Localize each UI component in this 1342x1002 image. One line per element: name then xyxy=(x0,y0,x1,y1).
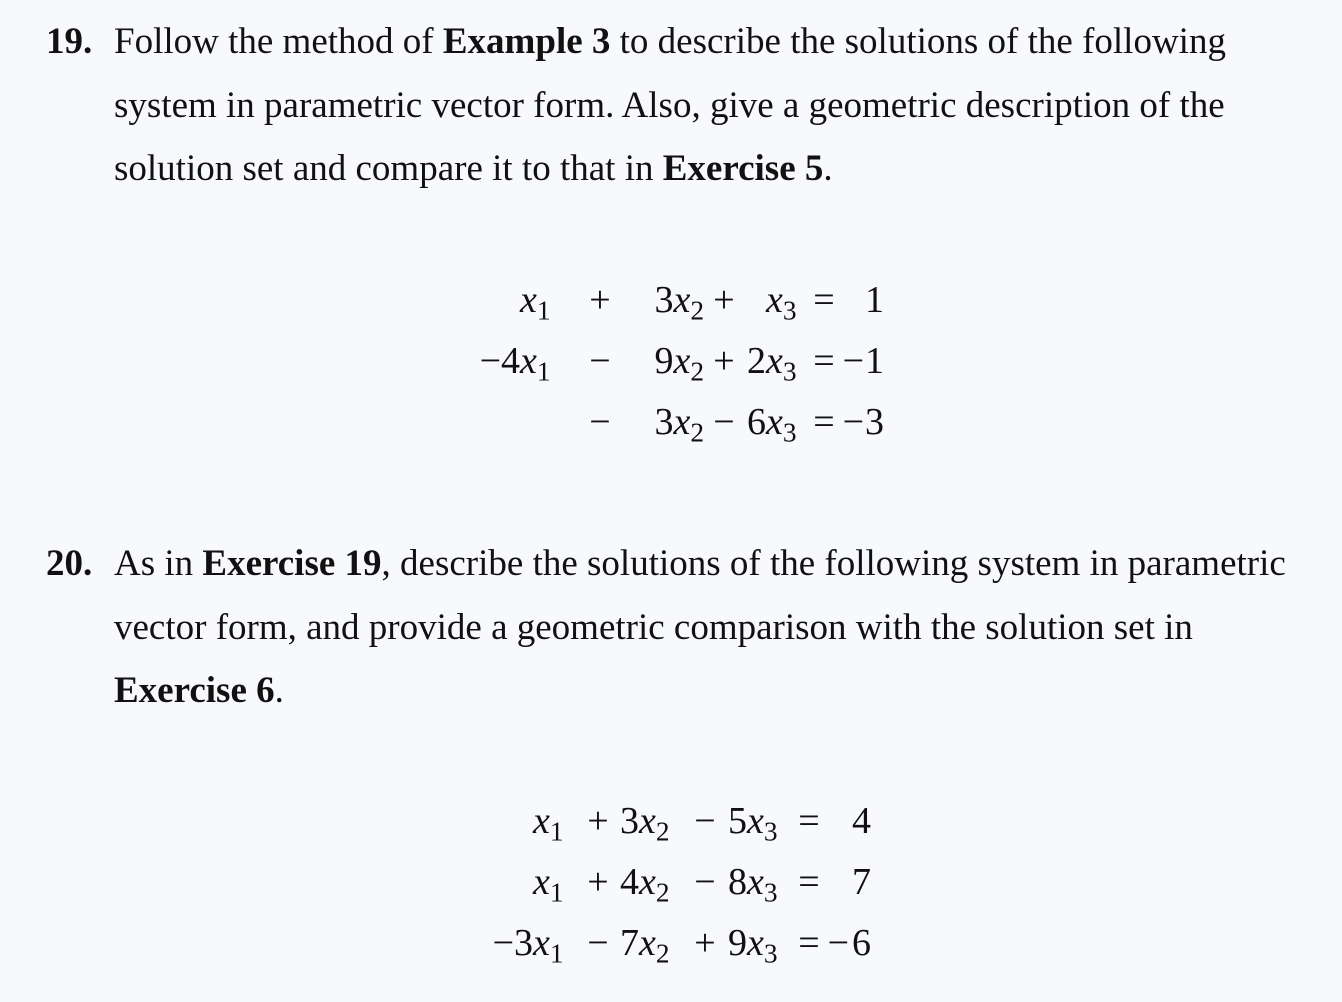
equals-sign: = xyxy=(798,922,820,964)
constant: 4 xyxy=(852,800,871,842)
variable: $x_3$ xyxy=(747,861,778,908)
example-reference: Example 3 xyxy=(442,21,611,62)
operator: − xyxy=(694,800,716,842)
variable: $x_1$ xyxy=(533,800,564,847)
exercise-reference: Exercise 19 xyxy=(202,543,382,584)
coefficient xyxy=(744,270,766,331)
sign xyxy=(827,852,849,913)
operator: + xyxy=(713,340,735,382)
operator: + xyxy=(694,922,716,964)
coefficient: 6 xyxy=(747,401,766,443)
equation-row xyxy=(476,270,884,331)
exercise-number: 20. xyxy=(46,543,93,584)
equation-row xyxy=(489,791,871,852)
equation-row xyxy=(476,331,884,392)
exercise-19 xyxy=(46,10,1316,201)
sign: − xyxy=(827,922,849,964)
operator: − xyxy=(713,401,735,443)
exercise-number: 19. xyxy=(46,21,93,62)
constant: 1 xyxy=(865,279,884,321)
constant: 6 xyxy=(852,922,871,964)
exercise-prompt xyxy=(46,532,1316,723)
equals-sign: = xyxy=(798,861,820,903)
equals-sign: = xyxy=(798,800,820,842)
prompt-text: . xyxy=(274,670,284,711)
equation-row xyxy=(489,913,871,974)
coefficient: 2 xyxy=(747,340,766,382)
coefficient xyxy=(476,392,520,453)
prompt-text: to describe the solutions of the following system in parametric vector form. Also, give a geometric description of the solution set and compare it to that in xyxy=(114,21,1226,189)
sign xyxy=(827,791,849,852)
exercise-reference: Exercise 6 xyxy=(114,670,275,711)
coefficient: −3 xyxy=(492,922,533,964)
prompt-text: , describe the solutions of the following system in parametric vector form, and provide a geometric comparison with the solution set in xyxy=(114,543,1286,648)
variable: $x_2$ xyxy=(639,922,670,969)
coefficient: 9 xyxy=(728,922,747,964)
equals-sign: = xyxy=(813,279,835,321)
sign: − xyxy=(842,401,864,443)
variable: $x_1$ xyxy=(520,279,551,326)
equals-sign: = xyxy=(813,340,835,382)
operator: + xyxy=(589,279,611,321)
coefficient xyxy=(489,852,533,913)
operator: − xyxy=(587,922,609,964)
coefficient: 3 xyxy=(620,800,639,842)
variable: $x_2$ xyxy=(639,861,670,908)
coefficient: 4 xyxy=(620,861,639,903)
operator: − xyxy=(589,340,611,382)
variable: $x_2$ xyxy=(639,800,670,847)
sign: − xyxy=(842,340,864,382)
prompt-text: As in xyxy=(114,543,203,584)
constant: 7 xyxy=(852,861,871,903)
equals-sign: = xyxy=(813,401,835,443)
prompt-text: . xyxy=(823,148,833,189)
equation-system-20 xyxy=(489,791,871,974)
coefficient xyxy=(476,270,520,331)
prompt-text: Follow the method of xyxy=(114,21,443,62)
variable xyxy=(520,392,564,453)
variable: $x_1$ xyxy=(533,922,564,969)
variable: $x_3$ xyxy=(747,922,778,969)
operator: + xyxy=(587,800,609,842)
coefficient: 5 xyxy=(728,800,747,842)
variable: $x_3$ xyxy=(747,800,778,847)
term: $3x_2$ xyxy=(654,279,704,326)
operator: − xyxy=(589,401,611,443)
variable: $x_3$ xyxy=(766,340,797,387)
coefficient xyxy=(489,791,533,852)
exercise-prompt xyxy=(46,10,1316,201)
equation-row xyxy=(476,392,884,453)
coefficient: 8 xyxy=(728,861,747,903)
equation-system-19 xyxy=(476,270,884,453)
term: $9x_2$ xyxy=(654,340,704,387)
operator: + xyxy=(587,861,609,903)
operator: + xyxy=(713,279,735,321)
exercise-20 xyxy=(46,532,1316,723)
variable: $x_1$ xyxy=(533,861,564,908)
sign xyxy=(842,270,864,331)
constant: 3 xyxy=(865,401,884,443)
coefficient: −4 xyxy=(479,340,520,382)
constant: 1 xyxy=(865,340,884,382)
equation-row xyxy=(489,852,871,913)
variable: $x_1$ xyxy=(520,340,551,387)
term: $3x_2$ xyxy=(654,401,704,448)
exercise-reference: Exercise 5 xyxy=(662,148,824,189)
coefficient: 7 xyxy=(620,922,639,964)
variable: $x_3$ xyxy=(766,279,797,326)
variable: $x_3$ xyxy=(766,401,797,448)
operator: − xyxy=(694,861,716,903)
